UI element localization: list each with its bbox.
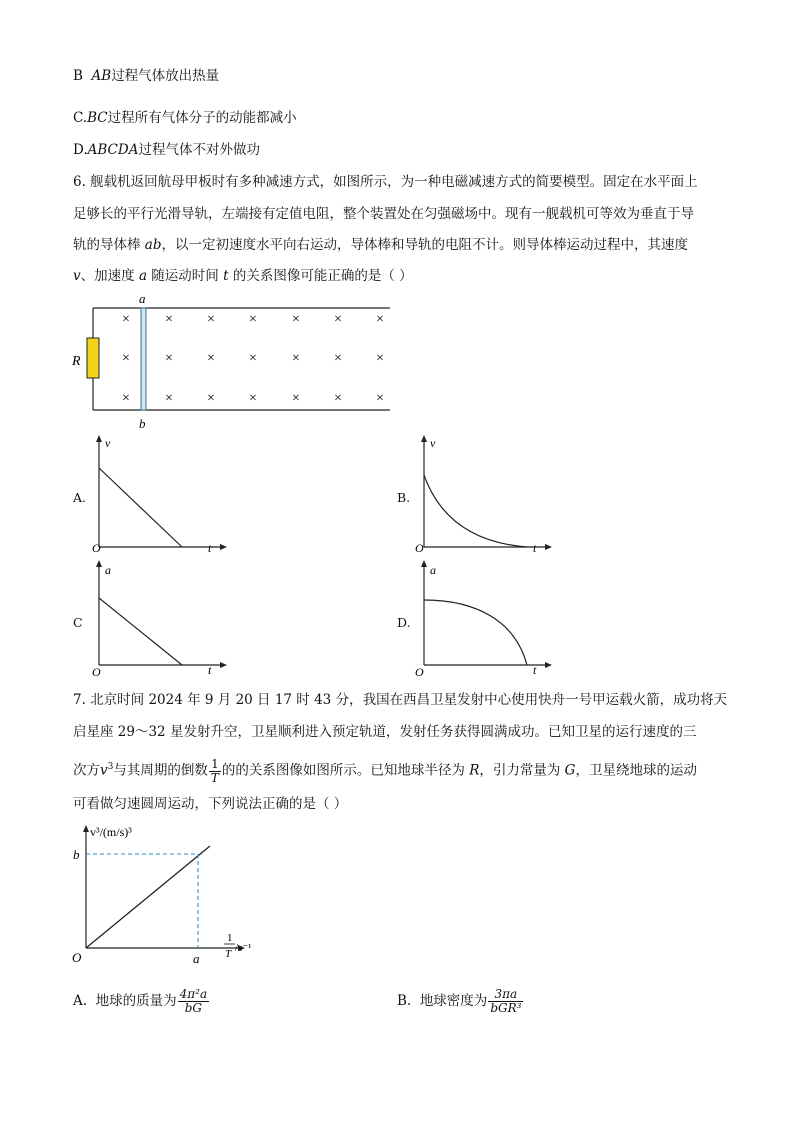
svg-text:×: × bbox=[292, 391, 300, 406]
svg-text:T: T bbox=[225, 948, 232, 960]
svg-text:×: × bbox=[334, 312, 342, 327]
svg-text:v: v bbox=[430, 436, 436, 450]
rail-figure bbox=[60, 290, 400, 435]
svg-text:O: O bbox=[415, 541, 424, 555]
earth-density-fraction: $\frac{3\pi a}{\text{bGR³}}$ bbox=[490, 987, 522, 1015]
svg-text:×: × bbox=[376, 312, 384, 327]
svg-text:×: × bbox=[249, 351, 257, 366]
svg-text:×: × bbox=[122, 312, 130, 327]
label-b: b bbox=[139, 416, 146, 431]
q6-graph-c[interactable] bbox=[90, 560, 230, 682]
option-c-prev: C.BC过程所有气体分子的动能都减小 bbox=[73, 110, 297, 126]
q7-option-b[interactable]: B. 地球密度为 $\frac{3\pi a}{\text{bGR³}}$ bbox=[397, 987, 522, 1015]
svg-text:×: × bbox=[376, 391, 384, 406]
inverse-period-fraction: $\frac{1}{T}$ bbox=[210, 756, 219, 785]
q6-line3: 轨的导体棒 ab，以一定初速度水平向右运动，导体棒和导轨的电阻不计。则导体棒运动过程中，其速度 bbox=[73, 237, 688, 253]
svg-text:×: × bbox=[292, 312, 300, 327]
svg-text:×: × bbox=[207, 351, 215, 366]
q7-graph bbox=[70, 820, 270, 970]
q6-graph-d[interactable] bbox=[415, 560, 555, 682]
q6-graph-b[interactable] bbox=[415, 435, 555, 557]
q7-option-a[interactable]: A. 地球的质量为 $\frac{\text{4π²a}}{bG}$ bbox=[73, 987, 208, 1015]
svg-text:O: O bbox=[92, 665, 101, 679]
svg-text:×: × bbox=[165, 391, 173, 406]
q7-line4: 可看做匀速圆周运动，下列说法正确的是（ ） bbox=[73, 796, 348, 812]
q7-x-axis-unit: /s⁻¹ bbox=[235, 942, 252, 954]
magnetic-field-crosses bbox=[122, 312, 384, 406]
q7-y-axis-label: v³/(m/s)³ bbox=[90, 825, 132, 839]
q6-graph-a[interactable] bbox=[90, 435, 230, 557]
svg-text:×: × bbox=[334, 391, 342, 406]
svg-text:O: O bbox=[415, 665, 424, 679]
svg-text:×: × bbox=[249, 312, 257, 327]
earth-mass-fraction: $\frac{\text{4π²a}}{bG}$ bbox=[179, 987, 208, 1015]
svg-text:t: t bbox=[533, 541, 537, 555]
q6-option-c-label[interactable]: C bbox=[73, 615, 83, 630]
svg-text:a: a bbox=[105, 563, 111, 577]
label-a: a bbox=[139, 291, 146, 306]
q7-b-tick: b bbox=[73, 847, 80, 862]
svg-text:v: v bbox=[105, 436, 111, 450]
svg-text:1: 1 bbox=[227, 932, 233, 944]
option-d-prev: D.ABCDA过程气体不对外做功 bbox=[73, 142, 260, 158]
svg-text:×: × bbox=[165, 351, 173, 366]
svg-text:O: O bbox=[92, 541, 101, 555]
svg-text:×: × bbox=[376, 351, 384, 366]
svg-text:×: × bbox=[165, 312, 173, 327]
q7-origin: O bbox=[72, 950, 82, 965]
conductor-rod bbox=[141, 308, 146, 410]
resistor bbox=[87, 338, 99, 378]
q6-line1: 6. 舰载机返回航母甲板时有多种减速方式，如图所示，为一种电磁减速方式的简要模型。固定在水平面上 bbox=[73, 174, 698, 190]
q6-option-a-label[interactable]: A. bbox=[73, 490, 87, 505]
svg-text:t: t bbox=[208, 541, 212, 555]
svg-text:t: t bbox=[208, 663, 212, 677]
q6-line4: v、加速度 a 随运动时间 t 的关系图像可能正确的是（ ） bbox=[73, 268, 413, 284]
svg-text:×: × bbox=[207, 312, 215, 327]
q7-a-tick: a bbox=[193, 951, 200, 966]
svg-text:×: × bbox=[122, 391, 130, 406]
svg-text:t: t bbox=[533, 663, 537, 677]
svg-text:×: × bbox=[207, 391, 215, 406]
label-r: R bbox=[72, 354, 81, 369]
q6-option-b-label[interactable]: B. bbox=[397, 490, 411, 505]
option-b-prev: B AB过程气体放出热量 bbox=[73, 68, 220, 84]
q6-option-d-label[interactable]: D. bbox=[397, 615, 411, 630]
svg-text:a: a bbox=[430, 563, 436, 577]
svg-text:×: × bbox=[249, 391, 257, 406]
q7-line1: 7. 北京时间 2024 年 9 月 20 日 17 时 43 分，我国在西昌卫星发射中心使用快舟一号甲运载火箭，成功将天 bbox=[73, 692, 728, 708]
svg-text:×: × bbox=[334, 351, 342, 366]
svg-text:×: × bbox=[292, 351, 300, 366]
q6-line2: 足够长的平行光滑导轨，左端接有定值电阻，整个装置处在匀强磁场中。现有一舰载机可等效为垂直于导 bbox=[73, 206, 694, 222]
svg-text:×: × bbox=[122, 351, 130, 366]
q7-line3: 次方$v^3$与其周期的倒数 $\frac{1}{T}$ 的的关系图像如图所示。已知地球半径为 R，引力常量为 G，卫星绕地球的运动 bbox=[73, 756, 697, 785]
q7-line2: 启星座 29～32 星发射升空，卫星顺利进入预定轨道，发射任务获得圆满成功。已知卫星的运行速度的三 bbox=[73, 724, 697, 740]
